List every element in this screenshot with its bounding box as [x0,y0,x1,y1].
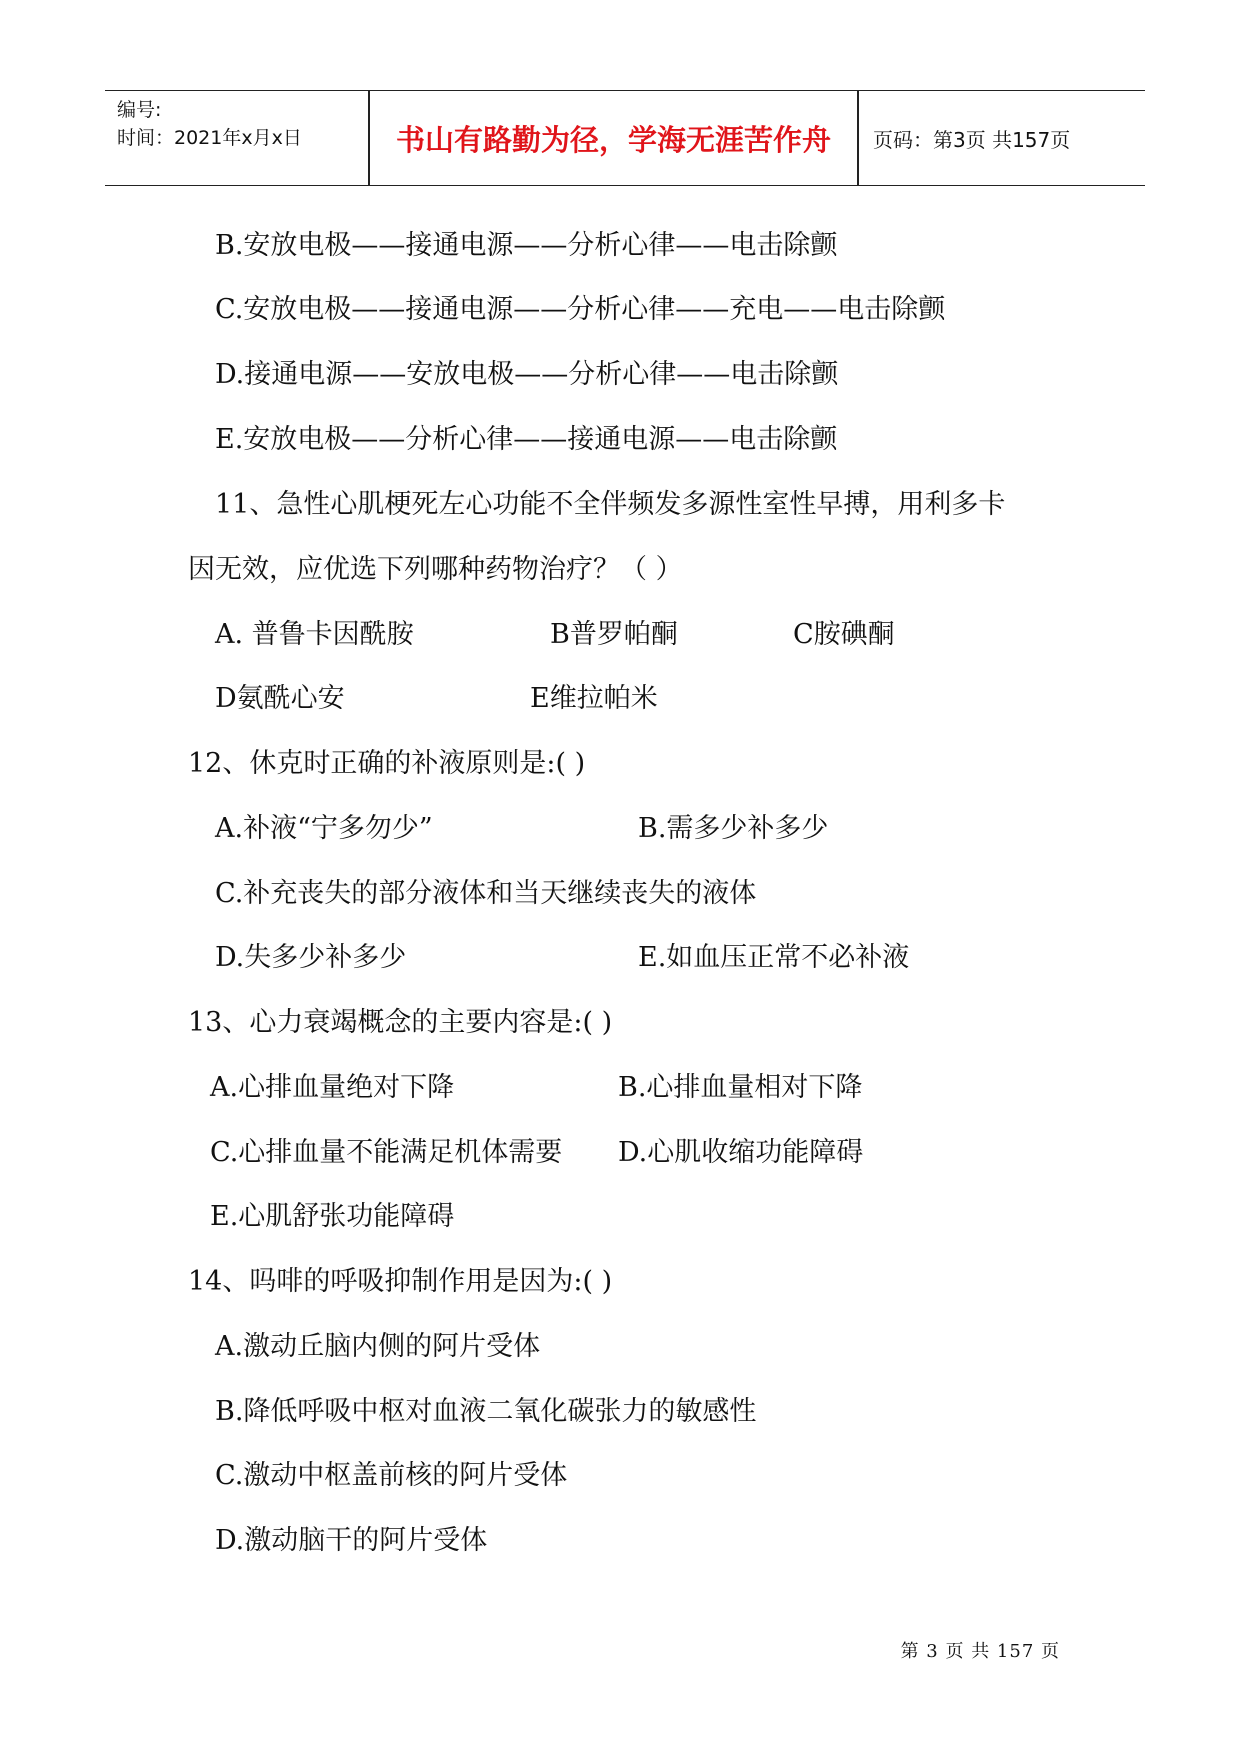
q14-option-b: B.降低呼吸中枢对血液二氧化碳张力的敏感性 [215,1396,757,1427]
q14-option-a: A.激动丘脑内侧的阿片受体 [215,1331,541,1362]
q12-option-b: B.需多少补多少 [638,813,829,844]
q12-option-e: E.如血压正常不必补液 [638,942,910,973]
header-page-label: 页码：第3页 共157页 [873,127,1071,152]
q13-option-c: C.心排血量不能满足机体需要 [210,1137,563,1168]
header-motto: 书山有路勤为径，学海无涯苦作舟 [395,122,831,157]
q11-option-c: C胺碘酮 [793,619,895,650]
q11-stem-line1: 11、急性心肌梗死左心功能不全伴频发多源性室性早搏，用利多卡 [215,489,1006,520]
q11-stem-line2: 因无效，应优选下列哪种药物治疗？（ ） [188,554,683,585]
page-header [105,90,1145,186]
q13-stem: 13、心力衰竭概念的主要内容是:( ) [188,1007,613,1038]
q13-option-e: E.心肌舒张功能障碍 [210,1201,455,1232]
q13-option-d: D.心肌收缩功能障碍 [618,1137,864,1168]
q10-option-d: D.接通电源——安放电极——分析心律——电击除颤 [215,359,839,390]
q10-option-e: E.安放电极——分析心律——接通电源——电击除颤 [215,424,838,455]
q14-option-c: C.激动中枢盖前核的阿片受体 [215,1460,568,1491]
q13-option-a: A.心排血量绝对下降 [210,1072,455,1103]
q14-option-d: D.激动脑干的阿片受体 [215,1525,488,1556]
q11-option-a: A. 普鲁卡因酰胺 [215,619,414,650]
header-divider [857,91,859,185]
q11-option-d: D氨酰心安 [215,683,345,714]
q12-stem: 12、休克时正确的补液原则是:( ) [188,748,586,779]
page-footer: 第 3 页 共 157 页 [900,1641,1060,1662]
header-time-label: 时间：2021年x月x日 [117,127,302,149]
q11-option-b: B普罗帕酮 [550,619,678,650]
header-number-label: 编号: [117,99,162,121]
q10-option-c: C.安放电极——接通电源——分析心律——充电——电击除颤 [215,294,946,325]
q13-option-b: B.心排血量相对下降 [618,1072,863,1103]
q12-option-c: C.补充丧失的部分液体和当天继续丧失的液体 [215,878,757,909]
q14-stem: 14、吗啡的呼吸抑制作用是因为:( ) [188,1266,613,1297]
q12-option-a: A.补液“宁多勿少” [215,813,433,844]
q12-option-d: D.失多少补多少 [215,942,407,973]
q10-option-b: B.安放电极——接通电源——分析心律——电击除颤 [215,230,838,261]
header-meta [105,91,368,185]
q11-option-e: E维拉帕米 [530,683,658,714]
